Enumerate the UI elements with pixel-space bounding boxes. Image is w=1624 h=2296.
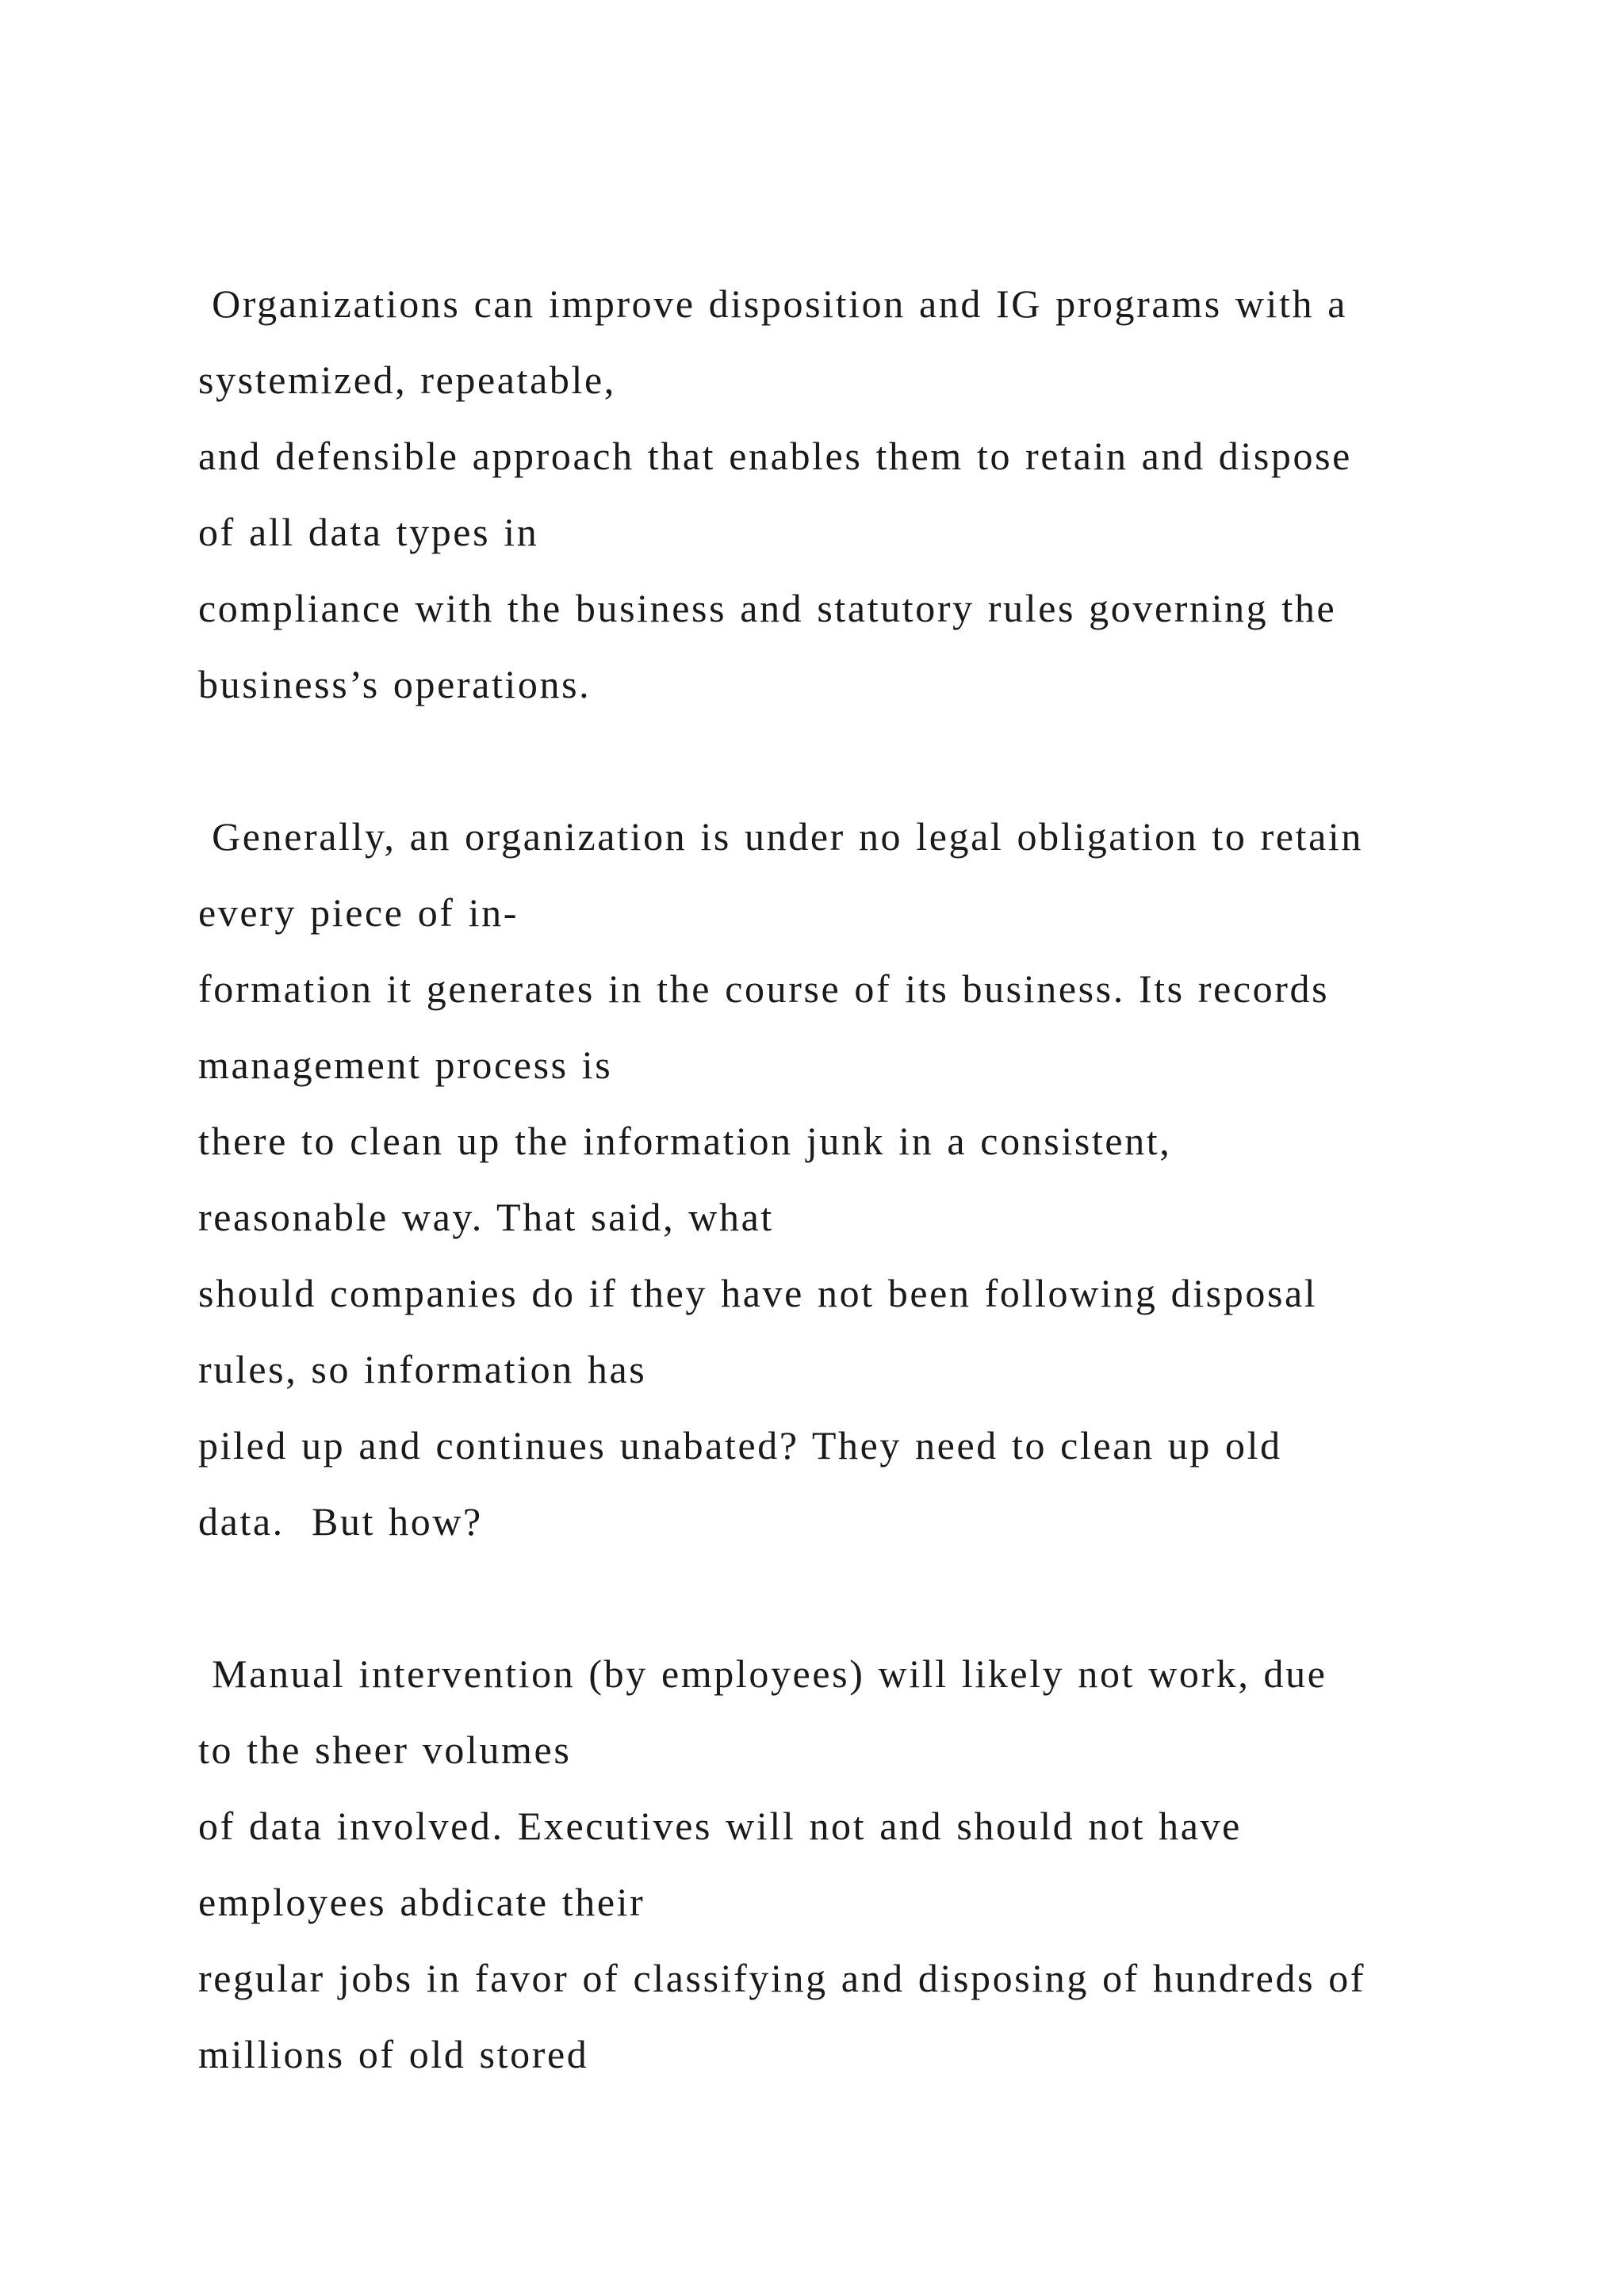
text-line: millions of old stored bbox=[198, 2032, 589, 2076]
paragraph-2 bbox=[198, 798, 1507, 1559]
text-line: business’s operations. bbox=[198, 662, 592, 706]
text-line: reasonable way. That said, what bbox=[198, 1195, 774, 1239]
text-line: employees abdicate their bbox=[198, 1880, 645, 1924]
text-line: systemized, repeatable, bbox=[198, 358, 616, 402]
text-line: every piece of in- bbox=[198, 890, 519, 935]
text-line: and defensible approach that enables them to retain and dispose bbox=[198, 434, 1352, 478]
text-line: there to clean up the information junk in a consistent, bbox=[198, 1119, 1172, 1163]
text-line: of data involved. Executives will not and should not have bbox=[198, 1804, 1242, 1848]
text-line: management process is bbox=[198, 1043, 613, 1087]
paragraph-3 bbox=[198, 1636, 1507, 2092]
text-line: of all data types in bbox=[198, 510, 539, 554]
text-line: data. But how? bbox=[198, 1499, 483, 1544]
text-line: should companies do if they have not been following disposal bbox=[198, 1271, 1318, 1315]
paragraph-1 bbox=[198, 266, 1507, 722]
text-line: Generally, an organization is under no legal obligation to retain bbox=[198, 814, 1363, 859]
text-line: piled up and continues unabated? They need to clean up old bbox=[198, 1423, 1282, 1468]
text-line: to the sheer volumes bbox=[198, 1728, 572, 1772]
document-body bbox=[198, 266, 1507, 2092]
text-line: regular jobs in favor of classifying and disposing of hundreds of bbox=[198, 1956, 1366, 2000]
text-line: Organizations can improve disposition and IG programs with a bbox=[198, 281, 1348, 326]
text-line: compliance with the business and statutory rules governing the bbox=[198, 586, 1337, 630]
text-line: Manual intervention (by employees) will likely not work, due bbox=[198, 1651, 1327, 1696]
text-line: formation it generates in the course of its business. Its records bbox=[198, 966, 1330, 1011]
text-line: rules, so information has bbox=[198, 1347, 647, 1391]
